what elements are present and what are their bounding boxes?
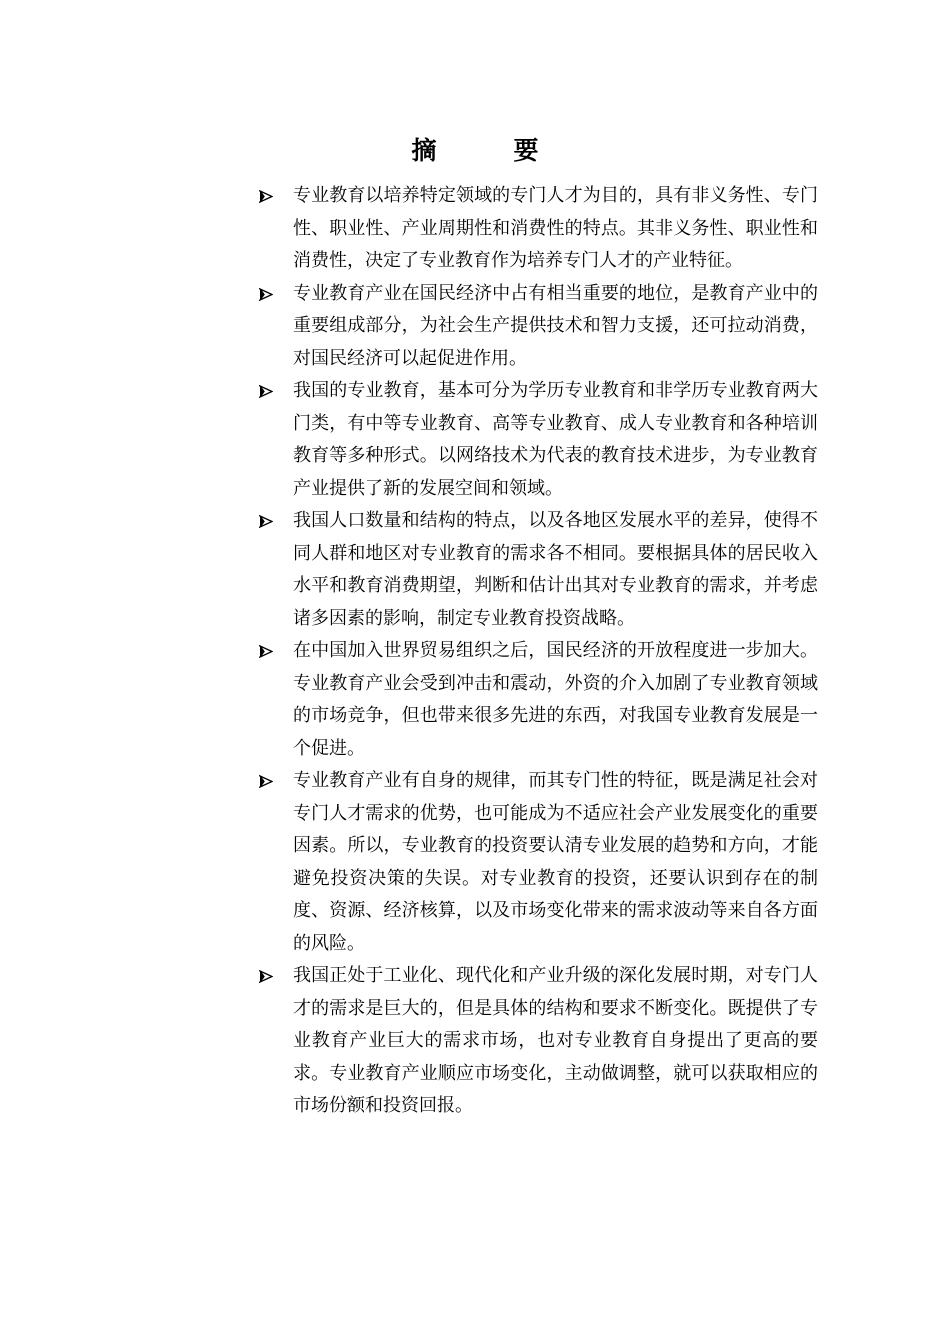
list-item-text: 专业教育产业在国民经济中占有相当重要的地位，是教育产业中的重要组成部分，为社会生产提供技术和智力支援，还可拉动消费，对国民经济可以起促进作用。 [293, 282, 818, 369]
list-item-text: 我国人口数量和结构的特点，以及各地区发展水平的差异，使得不同人群和地区对专业教育的需求各不相同。要根据具体的居民收入水平和教育消费期望，判断和估计出其对专业教育的需求，并考虑诸多因素的影响，制定专业教育投资战略。 [293, 510, 818, 629]
right-arrowhead-icon [258, 278, 278, 311]
page-title: 摘 要 [411, 136, 565, 165]
list-item [258, 765, 818, 960]
right-arrowhead-icon [258, 180, 278, 213]
list-item-text: 我国正处于工业化、现代化和产业升级的深化发展时期，对专门人才的需求是巨大的，但是具体的结构和要求不断变化。既提供了专业教育产业巨大的需求市场，也对专业教育自身提出了更高的要求。专业教育产业顺应市场变化，主动做调整，就可以获取相应的市场份额和投资回报。 [293, 965, 818, 1116]
list-item-text: 我国的专业教育，基本可分为学历专业教育和非学历专业教育两大门类，有中等专业教育、高等专业教育、成人专业教育和各种培训教育等多种形式。以网络技术为代表的教育技术进步，为专业教育产业提供了新的发展空间和领域。 [293, 380, 818, 499]
list-item [258, 505, 818, 635]
list-item [258, 635, 818, 765]
list-item-text: 专业教育产业有自身的规律，而其专门性的特征，既是满足社会对专门人才需求的优势，也可能成为不适应社会产业发展变化的重要因素。所以，专业教育的投资要认清专业发展的趋势和方向，才能避免投资决策的失误。对专业教育的投资，还要认识到存在的制度、资源、经济核算，以及市场变化带来的需求波动等来自各方面的风险。 [293, 770, 818, 954]
right-arrowhead-icon [258, 635, 278, 668]
list-item [258, 375, 818, 505]
list-item [258, 960, 818, 1123]
right-arrowhead-icon [258, 375, 278, 408]
list-item [258, 278, 818, 376]
right-arrowhead-icon [258, 960, 278, 993]
list-item-text: 在中国加入世界贸易组织之后，国民经济的开放程度进一步加大。专业教育产业会受到冲击和震动，外资的介入加剧了专业教育领域的市场竞争，但也带来很多先进的东西，对我国专业教育发展是一个促进。 [293, 640, 818, 759]
list-item-text: 专业教育以培养特定领域的专门人才为目的，具有非义务性、专门性、职业性、产业周期性和消费性的特点。其非义务性、职业性和消费性，决定了专业教育作为培养专门人才的产业特征。 [293, 185, 818, 271]
summary-list [258, 180, 818, 1123]
right-arrowhead-icon [258, 505, 278, 538]
list-item [258, 180, 818, 278]
right-arrowhead-icon [258, 765, 278, 798]
